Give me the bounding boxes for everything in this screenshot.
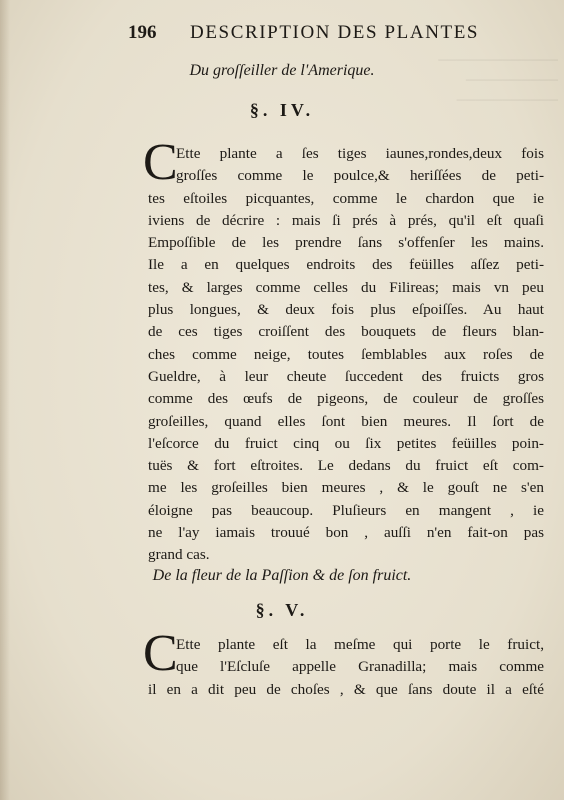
page-header	[128, 22, 528, 50]
text-line: groſeilles, quand elles ſont bien meures. Il ſort de	[148, 412, 544, 430]
text-line: Ette plante a ſes tiges iaunes,rondes,deux fois	[176, 145, 544, 162]
drop-cap: C	[143, 134, 178, 191]
text-line: plus longues, & deux fois plus eſpoiſſes. Au haut	[148, 301, 544, 319]
text-line: tuës & fort eſtroites. Le dedans du fruict eſt com-	[148, 457, 544, 475]
paragraph	[143, 134, 544, 567]
text-line: que l'Eſcluſe appelle Granadilla; mais comme	[176, 658, 544, 676]
text-line: éloigne pas beaucoup. Pluſieurs en mangent , ie	[148, 501, 544, 519]
text-line: Ette plante eſt la meſme qui porte le fruict,	[176, 636, 544, 653]
text-line: groſſes comme le poulce,& heriſſées de peti-	[176, 167, 544, 185]
text-line: Gueldre, à leur cheute ſuccedent des fruicts gros	[148, 367, 544, 385]
drop-cap: C	[143, 625, 178, 682]
paragraph	[143, 625, 544, 701]
text-line: me les groſeilles bien meures , & le gouſt ne s'en	[148, 479, 544, 497]
text-line: Empoſſible de les prendre ſans s'offenſer les mains.	[148, 234, 544, 252]
section-number: §. V.	[255, 600, 309, 620]
text-line: ches comme neige, toutes ſemblables aux roſes de	[148, 345, 544, 363]
text-line: il en a dit peu de choſes , & que ſans doute il a eſté	[148, 680, 544, 698]
text-line: tes eſtoiles picquantes, comme le chardon que ie	[148, 189, 544, 207]
text-line: de ces tiges croiſſent des bouquets de fleurs blan-	[148, 323, 544, 341]
text-line: iviens de décrire : mais ſi prés à prés, qu'il eſt quaſi	[148, 211, 544, 229]
text-line: grand cas.	[148, 546, 210, 564]
page-number: 196	[128, 22, 157, 43]
section-subtitle: Du groſſeiller de l'Amerique.	[189, 62, 375, 79]
text-line: tes, & larges comme celles du Filireas; mais vn peu	[148, 278, 544, 296]
running-title: DESCRIPTION DES PLANTES	[190, 22, 480, 43]
section-subtitle: De la fleur de la Paſſion & de ſon fruict.	[152, 567, 412, 584]
text-line: comme des œufs de pigeons, de couleur de groſſes	[148, 390, 544, 408]
show-through-text: ───────────── ────────── ───────────	[438, 52, 558, 107]
text-line: Ile a en quelques endroits des feüilles aſſez peti-	[148, 256, 544, 274]
section-number: §. IV.	[249, 100, 315, 120]
text-line: l'eſcorce du fruict cinq ou ſix petites feüilles poin-	[148, 434, 544, 452]
text-line: ne l'ay iamais trouué bon , auſſi n'en fait-on pas	[148, 524, 544, 542]
